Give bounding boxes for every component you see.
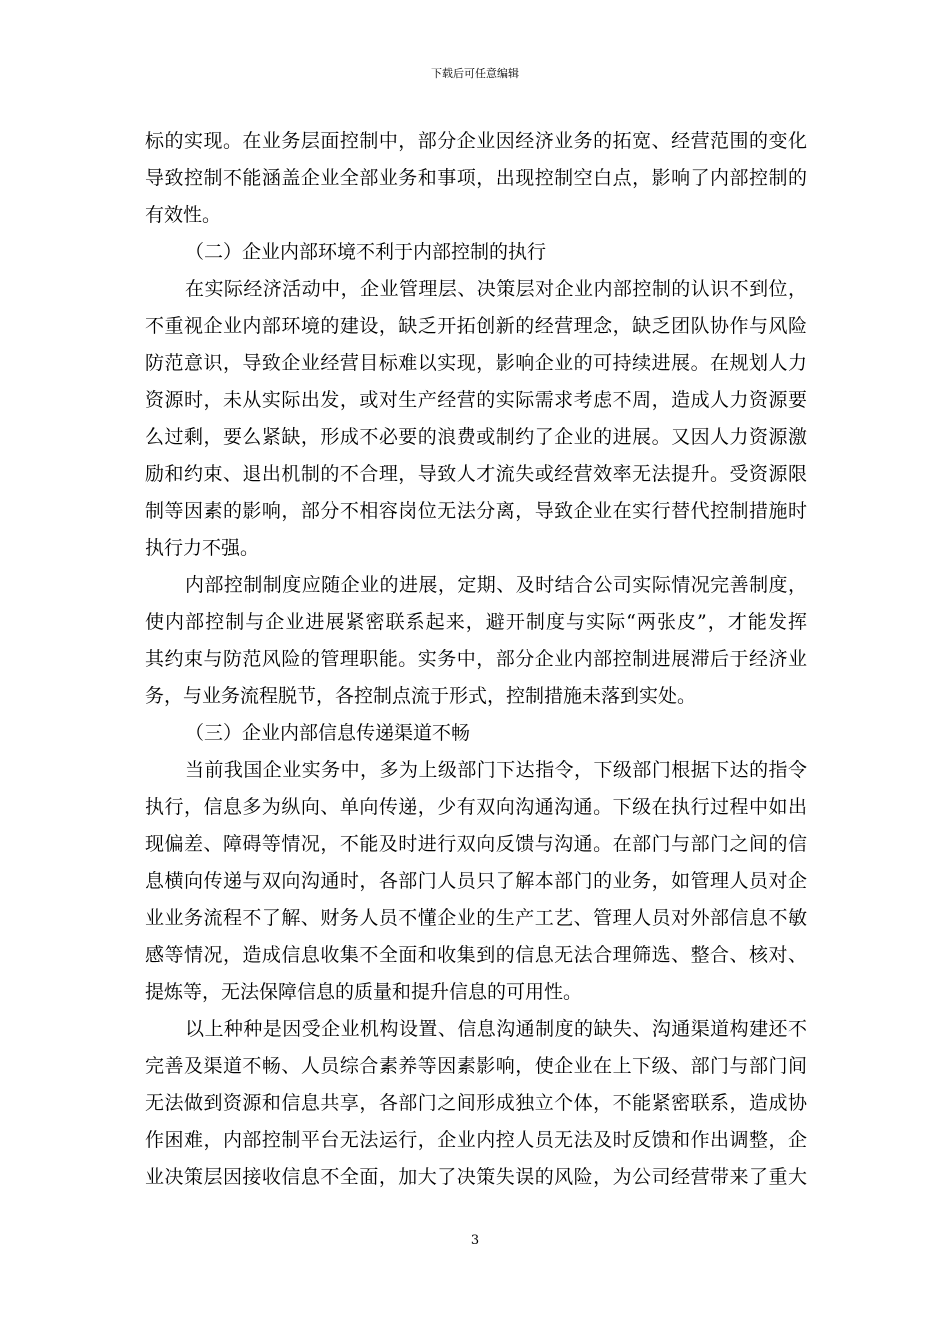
- text-line: 作困难，内部控制平台无法运行，企业内控人员无法及时反馈和作出调整，企: [145, 1129, 807, 1151]
- text-line: 其约束与防范风险的管理职能。实务中，部分企业内部控制进展滞后于经济业: [145, 648, 807, 670]
- text-line: 业业务流程不了解、财务人员不懂企业的生产工艺、管理人员对外部信息不敏: [145, 907, 807, 929]
- document-body: [145, 123, 807, 1196]
- text-line: 业决策层因接收信息不全面，加大了决策失误的风险，为公司经营带来了重大: [145, 1166, 807, 1188]
- text-line: 资源时，未从实际出发，或对生产经营的实际需求考虑不周，造成人力资源要: [145, 389, 807, 411]
- section-heading: （三）企业内部信息传递渠道不畅: [185, 722, 471, 744]
- text-line: 执行力不强。: [145, 537, 260, 559]
- text-line: 有效性。: [145, 204, 222, 226]
- text-line: 励和约束、退出机制的不合理，导致人才流失或经营效率无法提升。受资源限: [145, 463, 807, 485]
- text-line: 无法做到资源和信息共享，各部门之间形成独立个体，不能紧密联系，造成协: [145, 1092, 807, 1114]
- text-line: 制等因素的影响，部分不相容岗位无法分离，导致企业在实行替代控制措施时: [145, 500, 807, 522]
- text-line: 使内部控制与企业进展紧密联系起来，避开制度与实际“两张皮”，才能发挥: [145, 611, 807, 633]
- text-line: 息横向传递与双向沟通时，各部门人员只了解本部门的业务，如管理人员对企: [145, 870, 807, 892]
- text-line: 以上种种是因受企业机构设置、信息沟通制度的缺失、沟通渠道构建还不: [185, 1018, 807, 1040]
- text-line: 防范意识，导致企业经营目标难以实现，影响企业的可持续进展。在规划人力: [145, 352, 807, 374]
- text-line: 务，与业务流程脱节，各控制点流于形式，控制措施未落到实处。: [145, 685, 697, 707]
- text-line: 么过剩，要么紧缺，形成不必要的浪费或制约了企业的进展。又因人力资源激: [145, 426, 807, 448]
- text-line: 感等情况，造成信息收集不全面和收集到的信息无法合理筛选、整合、核对、: [145, 944, 807, 966]
- text-line: 完善及渠道不畅、人员综合素养等因素影响，使企业在上下级、部门与部门间: [145, 1055, 807, 1077]
- text-line: 现偏差、障碍等情况，不能及时进行双向反馈与沟通。在部门与部门之间的信: [145, 833, 807, 855]
- text-line: 不重视企业内部环境的建设，缺乏开拓创新的经营理念，缺乏团队协作与风险: [145, 315, 807, 337]
- text-line: 内部控制制度应随企业的进展，定期、及时结合公司实际情况完善制度，: [185, 574, 807, 596]
- text-line: 执行，信息多为纵向、单向传递，少有双向沟通沟通。下级在执行过程中如出: [145, 796, 807, 818]
- section-heading: （二）企业内部环境不利于内部控制的执行: [185, 241, 547, 263]
- text-line: 提炼等，无法保障信息的质量和提升信息的可用性。: [145, 981, 583, 1003]
- text-line: 当前我国企业实务中，多为上级部门下达指令，下级部门根据下达的指令: [185, 759, 807, 781]
- text-line: 在实际经济活动中，企业管理层、决策层对企业内部控制的认识不到位，: [185, 278, 807, 300]
- text-line: 标的实现。在业务层面控制中，部分企业因经济业务的拓宽、经营范围的变化: [145, 130, 807, 152]
- page-number: 3: [470, 1233, 480, 1248]
- text-line: 导致控制不能涵盖企业全部业务和事项，出现控制空白点，影响了内部控制的: [145, 167, 807, 189]
- page-header: 下载后可任意编辑: [431, 67, 519, 80]
